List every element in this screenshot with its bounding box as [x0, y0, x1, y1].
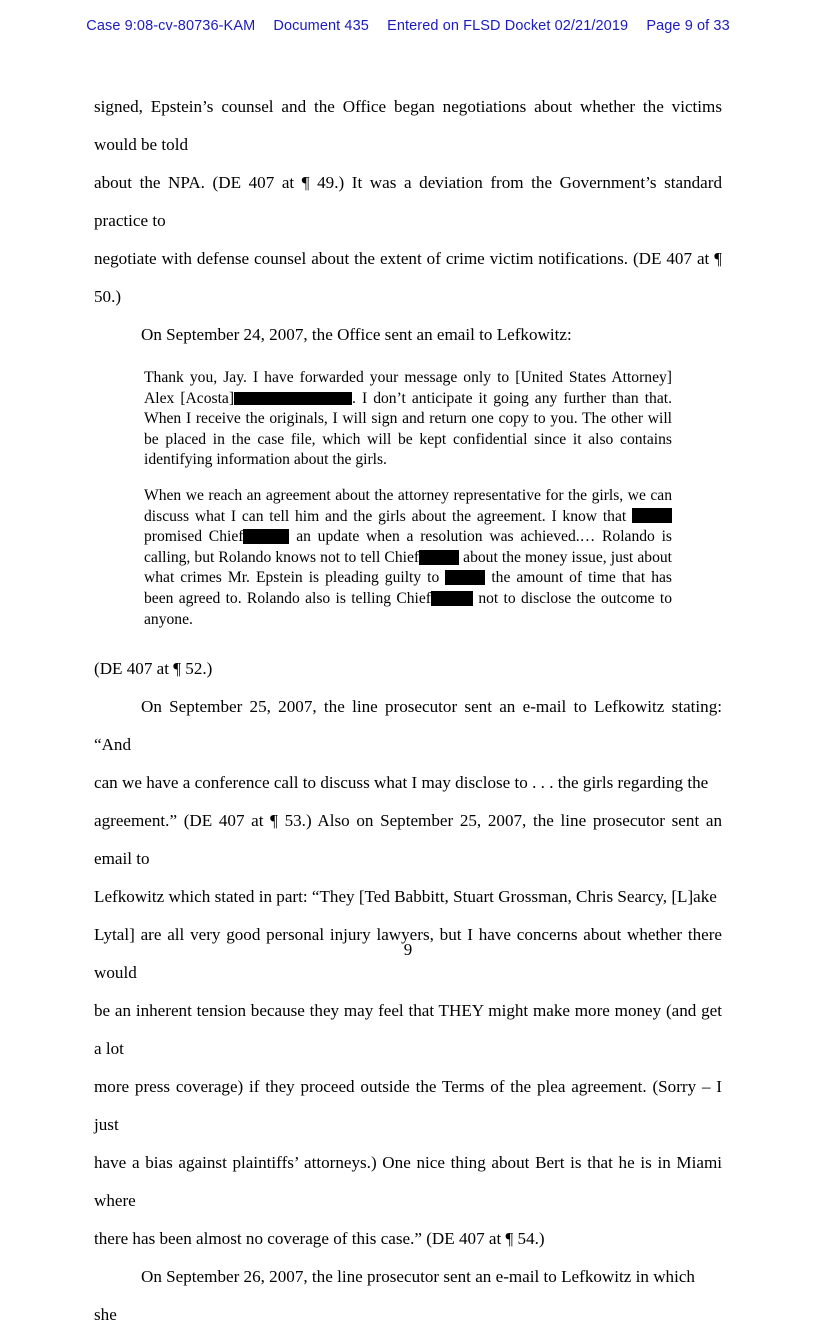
quote-paragraph-1 — [144, 368, 672, 471]
block-quote-email — [94, 368, 722, 630]
quote-text: promised Chief — [144, 528, 244, 546]
paragraph-sept24 — [94, 316, 722, 354]
redaction-bar-icon — [632, 508, 672, 523]
body-line: can we have a conference call to discuss what I may disclose to . . . the girls regarding the — [94, 773, 709, 793]
court-stamp-header — [0, 18, 816, 34]
redaction-bar-icon — [431, 591, 473, 606]
page-number: 9 — [403, 940, 413, 959]
body-line: there has been almost no coverage of this case.” (DE 407 at ¶ 54.) — [94, 1229, 545, 1249]
body-line: have a bias against plaintiffs’ attorneys.) One nice thing about Bert is that he is in Miami where — [94, 1153, 722, 1211]
docket-entry: Entered on FLSD Docket 02/21/2019 — [387, 18, 629, 34]
paragraph-text: On September 25, 2007, the line prosecutor sent an e-mail to Lefkowitz stating: “And — [94, 697, 722, 755]
document-body — [94, 88, 722, 1334]
quote-text: Thank you, Jay. I have forwarded your message only to [United States Attorney] Alex [Acosta] — [144, 369, 672, 407]
quote-text: not to disclose the outcome to anyone. — [144, 589, 672, 628]
redaction-bar-icon — [243, 529, 289, 544]
paragraph-sept25 — [94, 688, 722, 764]
paragraph-text: On September 24, 2007, the Office sent an email to Lefkowitz: — [141, 325, 572, 344]
quote-text: When we reach an agreement about the attorney representative for the girls, we can discuss what I can tell him and the girls about the agreement. I know that — [144, 486, 672, 525]
citation-52: (DE 407 at ¶ 52.) — [94, 659, 213, 679]
quote-text: an update when a resolution was achieved.… Rolando is calling, but Rolando knows not to tell Chief — [144, 528, 672, 566]
page-indicator: Page 9 of 33 — [646, 18, 730, 34]
body-line: about the NPA. (DE 407 at ¶ 49.) It was a deviation from the Government’s standard practice to — [94, 173, 722, 230]
case-number: Case 9:08-cv-80736-KAM — [86, 18, 256, 34]
paragraph-sept26 — [94, 1258, 722, 1334]
quote-paragraph-2 — [144, 486, 672, 630]
quote-text-cont: . I don’t anticipate it going any further than that. When I receive the originals, I will sign and return one copy to you. The other will be placed in the case file, which will be kept confidential since it also contains identifying information about the girls. — [144, 389, 672, 469]
quote-text: the amount of time that has been agreed to. Rolando also is telling Chief — [144, 569, 672, 607]
quote-text: about the money issue, just about what crimes Mr. Epstein is pleading guilty to — [144, 548, 672, 587]
body-line: signed, Epstein’s counsel and the Office began negotiations about whether the victims would be told — [94, 97, 722, 154]
paragraph-text: On September 26, 2007, the line prosecutor sent an e-mail to Lefkowitz in which she — [94, 1267, 695, 1325]
redaction-bar-icon — [445, 570, 485, 585]
body-line: be an inherent tension because they may feel that THEY might make more money (and get a lot — [94, 1001, 722, 1059]
document-number: Document 435 — [273, 18, 369, 34]
body-line: Lefkowitz which stated in part: “They [Ted Babbitt, Stuart Grossman, Chris Searcy, [L]ake — [94, 887, 717, 907]
body-line: negotiate with defense counsel about the extent of crime victim notifications. (DE 407 at ¶ 50.) — [94, 249, 722, 306]
redaction-bar-icon — [419, 550, 459, 565]
body-line: more press coverage) if they proceed outside the Terms of the plea agreement. (Sorry – I just — [94, 1077, 722, 1135]
body-line: Lytal] are all very good personal injury lawyers, but I have concerns about whether there would — [94, 925, 722, 983]
body-line: agreement.” (DE 407 at ¶ 53.) Also on September 25, 2007, the line prosecutor sent an email to — [94, 811, 722, 869]
redaction-bar-icon — [234, 392, 352, 405]
